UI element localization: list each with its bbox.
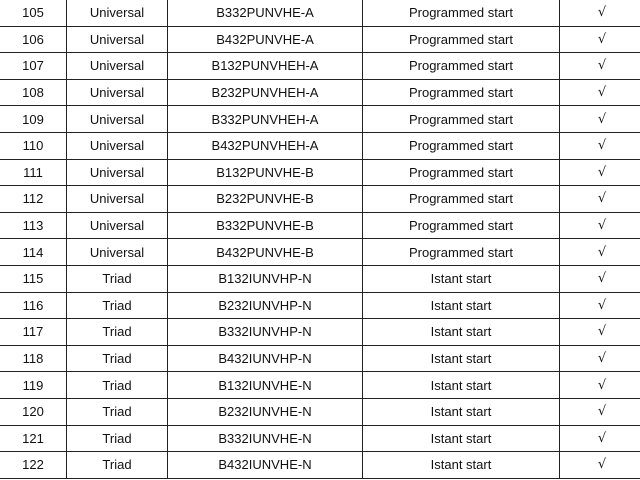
- checkmark-cell: √: [560, 159, 640, 186]
- table-row: [0, 159, 640, 186]
- model-number-cell: B132IUNVHP-N: [168, 265, 363, 292]
- table-row: [0, 345, 640, 372]
- model-number-cell: B432IUNVHE-N: [168, 452, 363, 479]
- table-row: [0, 0, 640, 26]
- model-number-cell: B132IUNVHE-N: [168, 372, 363, 399]
- model-number-cell: B332PUNVHEH-A: [168, 106, 363, 133]
- table-row: [0, 372, 640, 399]
- row-number-cell: 105: [0, 0, 67, 26]
- start-method-cell: Programmed start: [363, 239, 560, 266]
- ballast-type-cell: Triad: [67, 452, 168, 479]
- table-row: [0, 79, 640, 106]
- start-method-cell: Istant start: [363, 452, 560, 479]
- row-number-cell: 106: [0, 26, 67, 53]
- model-number-cell: B132PUNVHEH-A: [168, 53, 363, 80]
- ballast-type-cell: Triad: [67, 292, 168, 319]
- model-number-cell: B432PUNVHEH-A: [168, 132, 363, 159]
- checkmark-cell: √: [560, 265, 640, 292]
- ballast-type-cell: Universal: [67, 0, 168, 26]
- checkmark-cell: √: [560, 239, 640, 266]
- ballast-type-cell: Universal: [67, 212, 168, 239]
- table-row: [0, 53, 640, 80]
- row-number-cell: 117: [0, 319, 67, 346]
- checkmark-cell: √: [560, 292, 640, 319]
- row-number-cell: 121: [0, 425, 67, 452]
- row-number-cell: 108: [0, 79, 67, 106]
- ballast-type-cell: Universal: [67, 239, 168, 266]
- ballast-type-cell: Universal: [67, 79, 168, 106]
- model-number-cell: B132PUNVHE-B: [168, 159, 363, 186]
- start-method-cell: Istant start: [363, 319, 560, 346]
- table-row: [0, 239, 640, 266]
- start-method-cell: Programmed start: [363, 186, 560, 213]
- ballast-type-cell: Universal: [67, 53, 168, 80]
- checkmark-cell: √: [560, 106, 640, 133]
- ballast-type-cell: Triad: [67, 319, 168, 346]
- checkmark-cell: √: [560, 319, 640, 346]
- model-number-cell: B332IUNVHE-N: [168, 425, 363, 452]
- model-number-cell: B432PUNVHE-A: [168, 26, 363, 53]
- row-number-cell: 120: [0, 398, 67, 425]
- ballast-type-cell: Triad: [67, 345, 168, 372]
- start-method-cell: Programmed start: [363, 0, 560, 26]
- start-method-cell: Istant start: [363, 425, 560, 452]
- table-row: [0, 186, 640, 213]
- checkmark-cell: √: [560, 425, 640, 452]
- row-number-cell: 115: [0, 265, 67, 292]
- checkmark-cell: √: [560, 345, 640, 372]
- model-number-cell: B332PUNVHE-B: [168, 212, 363, 239]
- start-method-cell: Istant start: [363, 345, 560, 372]
- table-row: [0, 265, 640, 292]
- checkmark-cell: √: [560, 372, 640, 399]
- model-number-cell: B332PUNVHE-A: [168, 0, 363, 26]
- row-number-cell: 113: [0, 212, 67, 239]
- model-number-cell: B432IUNVHP-N: [168, 345, 363, 372]
- table-row: [0, 425, 640, 452]
- start-method-cell: Programmed start: [363, 106, 560, 133]
- row-number-cell: 109: [0, 106, 67, 133]
- row-number-cell: 119: [0, 372, 67, 399]
- ballast-type-cell: Triad: [67, 265, 168, 292]
- start-method-cell: Istant start: [363, 292, 560, 319]
- ballast-type-cell: Triad: [67, 425, 168, 452]
- start-method-cell: Programmed start: [363, 79, 560, 106]
- row-number-cell: 111: [0, 159, 67, 186]
- ballast-type-cell: Universal: [67, 106, 168, 133]
- start-method-cell: Istant start: [363, 372, 560, 399]
- model-number-cell: B232PUNVHE-B: [168, 186, 363, 213]
- table-row: [0, 292, 640, 319]
- ballast-type-cell: Triad: [67, 398, 168, 425]
- table-row: [0, 26, 640, 53]
- row-number-cell: 122: [0, 452, 67, 479]
- checkmark-cell: √: [560, 132, 640, 159]
- checkmark-cell: √: [560, 79, 640, 106]
- checkmark-cell: √: [560, 0, 640, 26]
- table-row: [0, 398, 640, 425]
- row-number-cell: 114: [0, 239, 67, 266]
- table-row: [0, 212, 640, 239]
- start-method-cell: Istant start: [363, 265, 560, 292]
- model-number-cell: B232PUNVHEH-A: [168, 79, 363, 106]
- table-row: [0, 106, 640, 133]
- checkmark-cell: √: [560, 186, 640, 213]
- row-number-cell: 112: [0, 186, 67, 213]
- checkmark-cell: √: [560, 398, 640, 425]
- checkmark-cell: √: [560, 212, 640, 239]
- checkmark-cell: √: [560, 452, 640, 479]
- checkmark-cell: √: [560, 26, 640, 53]
- start-method-cell: Programmed start: [363, 53, 560, 80]
- row-number-cell: 118: [0, 345, 67, 372]
- ballast-type-cell: Universal: [67, 186, 168, 213]
- ballast-type-cell: Universal: [67, 159, 168, 186]
- ballast-type-cell: Triad: [67, 372, 168, 399]
- start-method-cell: Programmed start: [363, 159, 560, 186]
- table-row: [0, 132, 640, 159]
- model-number-cell: B332IUNVHP-N: [168, 319, 363, 346]
- row-number-cell: 110: [0, 132, 67, 159]
- start-method-cell: Programmed start: [363, 132, 560, 159]
- ballast-type-cell: Universal: [67, 132, 168, 159]
- model-number-cell: B432PUNVHE-B: [168, 239, 363, 266]
- row-number-cell: 107: [0, 53, 67, 80]
- start-method-cell: Istant start: [363, 398, 560, 425]
- start-method-cell: Programmed start: [363, 212, 560, 239]
- checkmark-cell: √: [560, 53, 640, 80]
- row-number-cell: 116: [0, 292, 67, 319]
- model-number-cell: B232IUNVHP-N: [168, 292, 363, 319]
- model-number-cell: B232IUNVHE-N: [168, 398, 363, 425]
- start-method-cell: Programmed start: [363, 26, 560, 53]
- ballast-type-cell: Universal: [67, 26, 168, 53]
- table-row: [0, 319, 640, 346]
- table-row: [0, 452, 640, 479]
